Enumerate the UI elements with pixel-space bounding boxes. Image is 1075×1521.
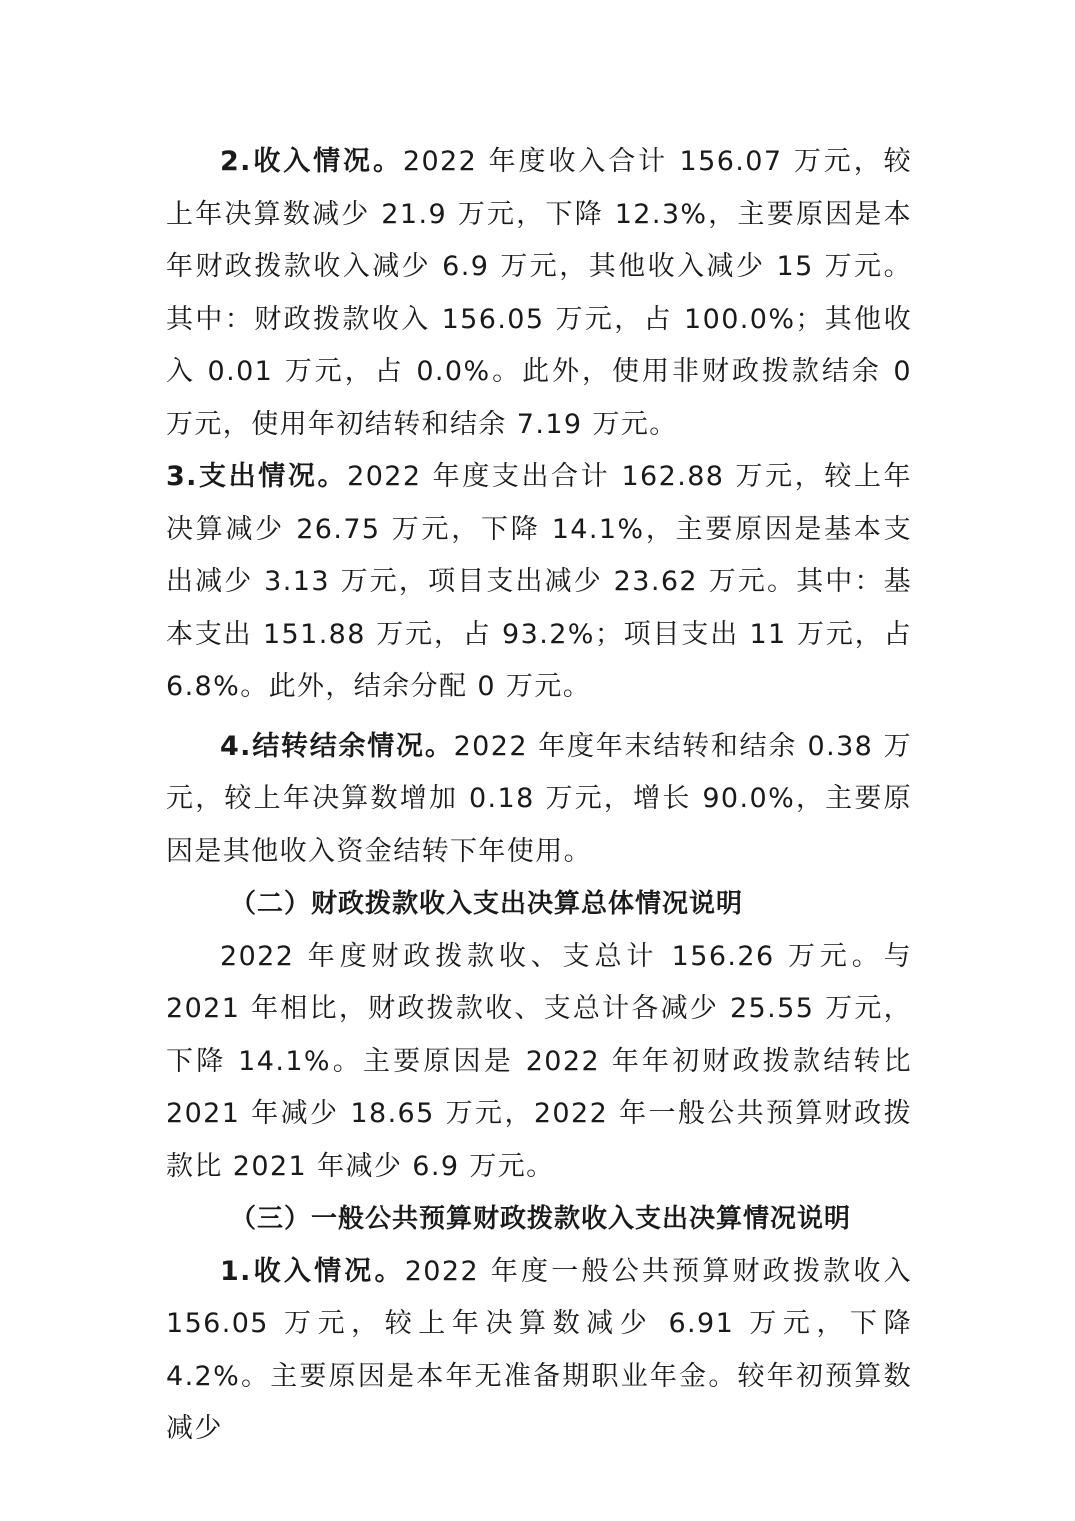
paragraph-body: 2022 年度财政拨款收、支总计 156.26 万元。与 2021 年相比，财政拨款收、支总计各减少 25.55 万元，下降 14.1%。主要原因是 2022 年年初财政拨款结转比 2021 年减少 18.65 万元，2022 年一般公共预算财政拨款比 2021 年减少 6.9 万元。 bbox=[166, 940, 912, 1182]
paragraph-body: 2022 年度收入合计 156.07 万元，较上年决算数减少 21.9 万元，下降 12.3%，主要原因是本年财政拨款收入减少 6.9 万元，其他收入减少 15 万元。其中：财政拨款收入 156.05 万元，占 100.0%；其他收入 0.01 万元，占 0.0%。此外，使用非财政拨款结余 0 万元，使用年初结转和结余 7.19 万元。 bbox=[166, 146, 913, 440]
paragraph-body: 2022 年度一般公共预算财政拨款收入 156.05 万元，较上年决算数减少 6.91 万元，下降 4.2%。主要原因是本年无准备期职业年金。较年初预算数减少 bbox=[166, 1255, 912, 1444]
section-heading-3: （三）一般公共预算财政拨款收入支出决算情况说明 bbox=[230, 1204, 852, 1234]
paragraph-body: 2022 年度支出合计 162.88 万元，较上年决算减少 26.75 万元，下降 14.1%，主要原因是基本支出减少 3.13 万元，项目支出减少 23.62 万元。其中：基本支出 151.88 万元，占 93.2%；项目支出 11 万元，占 6.8%。此外，结余分配 0 万元。 bbox=[166, 461, 912, 702]
paragraph-general-income bbox=[166, 1246, 912, 1456]
paragraph-heading: 2.收入情况。 bbox=[220, 146, 403, 177]
paragraph-heading: 1.收入情况。 bbox=[220, 1255, 405, 1287]
paragraph-heading: 3.支出情况。 bbox=[166, 461, 348, 492]
paragraph-body: 2022 年度年末结转和结余 0.38 万元，较上年决算数增加 0.18 万元，增长 90.0%，主要原因是其他收入资金结转下年使用。 bbox=[166, 730, 912, 867]
paragraph-heading: 4.结转结余情况。 bbox=[220, 730, 454, 762]
paragraph-fiscal-total bbox=[166, 931, 912, 1194]
paragraph-carryover bbox=[166, 721, 912, 879]
paragraph-income bbox=[166, 136, 912, 451]
section-heading-2: （二）财政拨款收入支出决算总体情况说明 bbox=[230, 889, 744, 919]
paragraph-expenditure bbox=[166, 451, 912, 714]
document-page bbox=[166, 136, 912, 1456]
